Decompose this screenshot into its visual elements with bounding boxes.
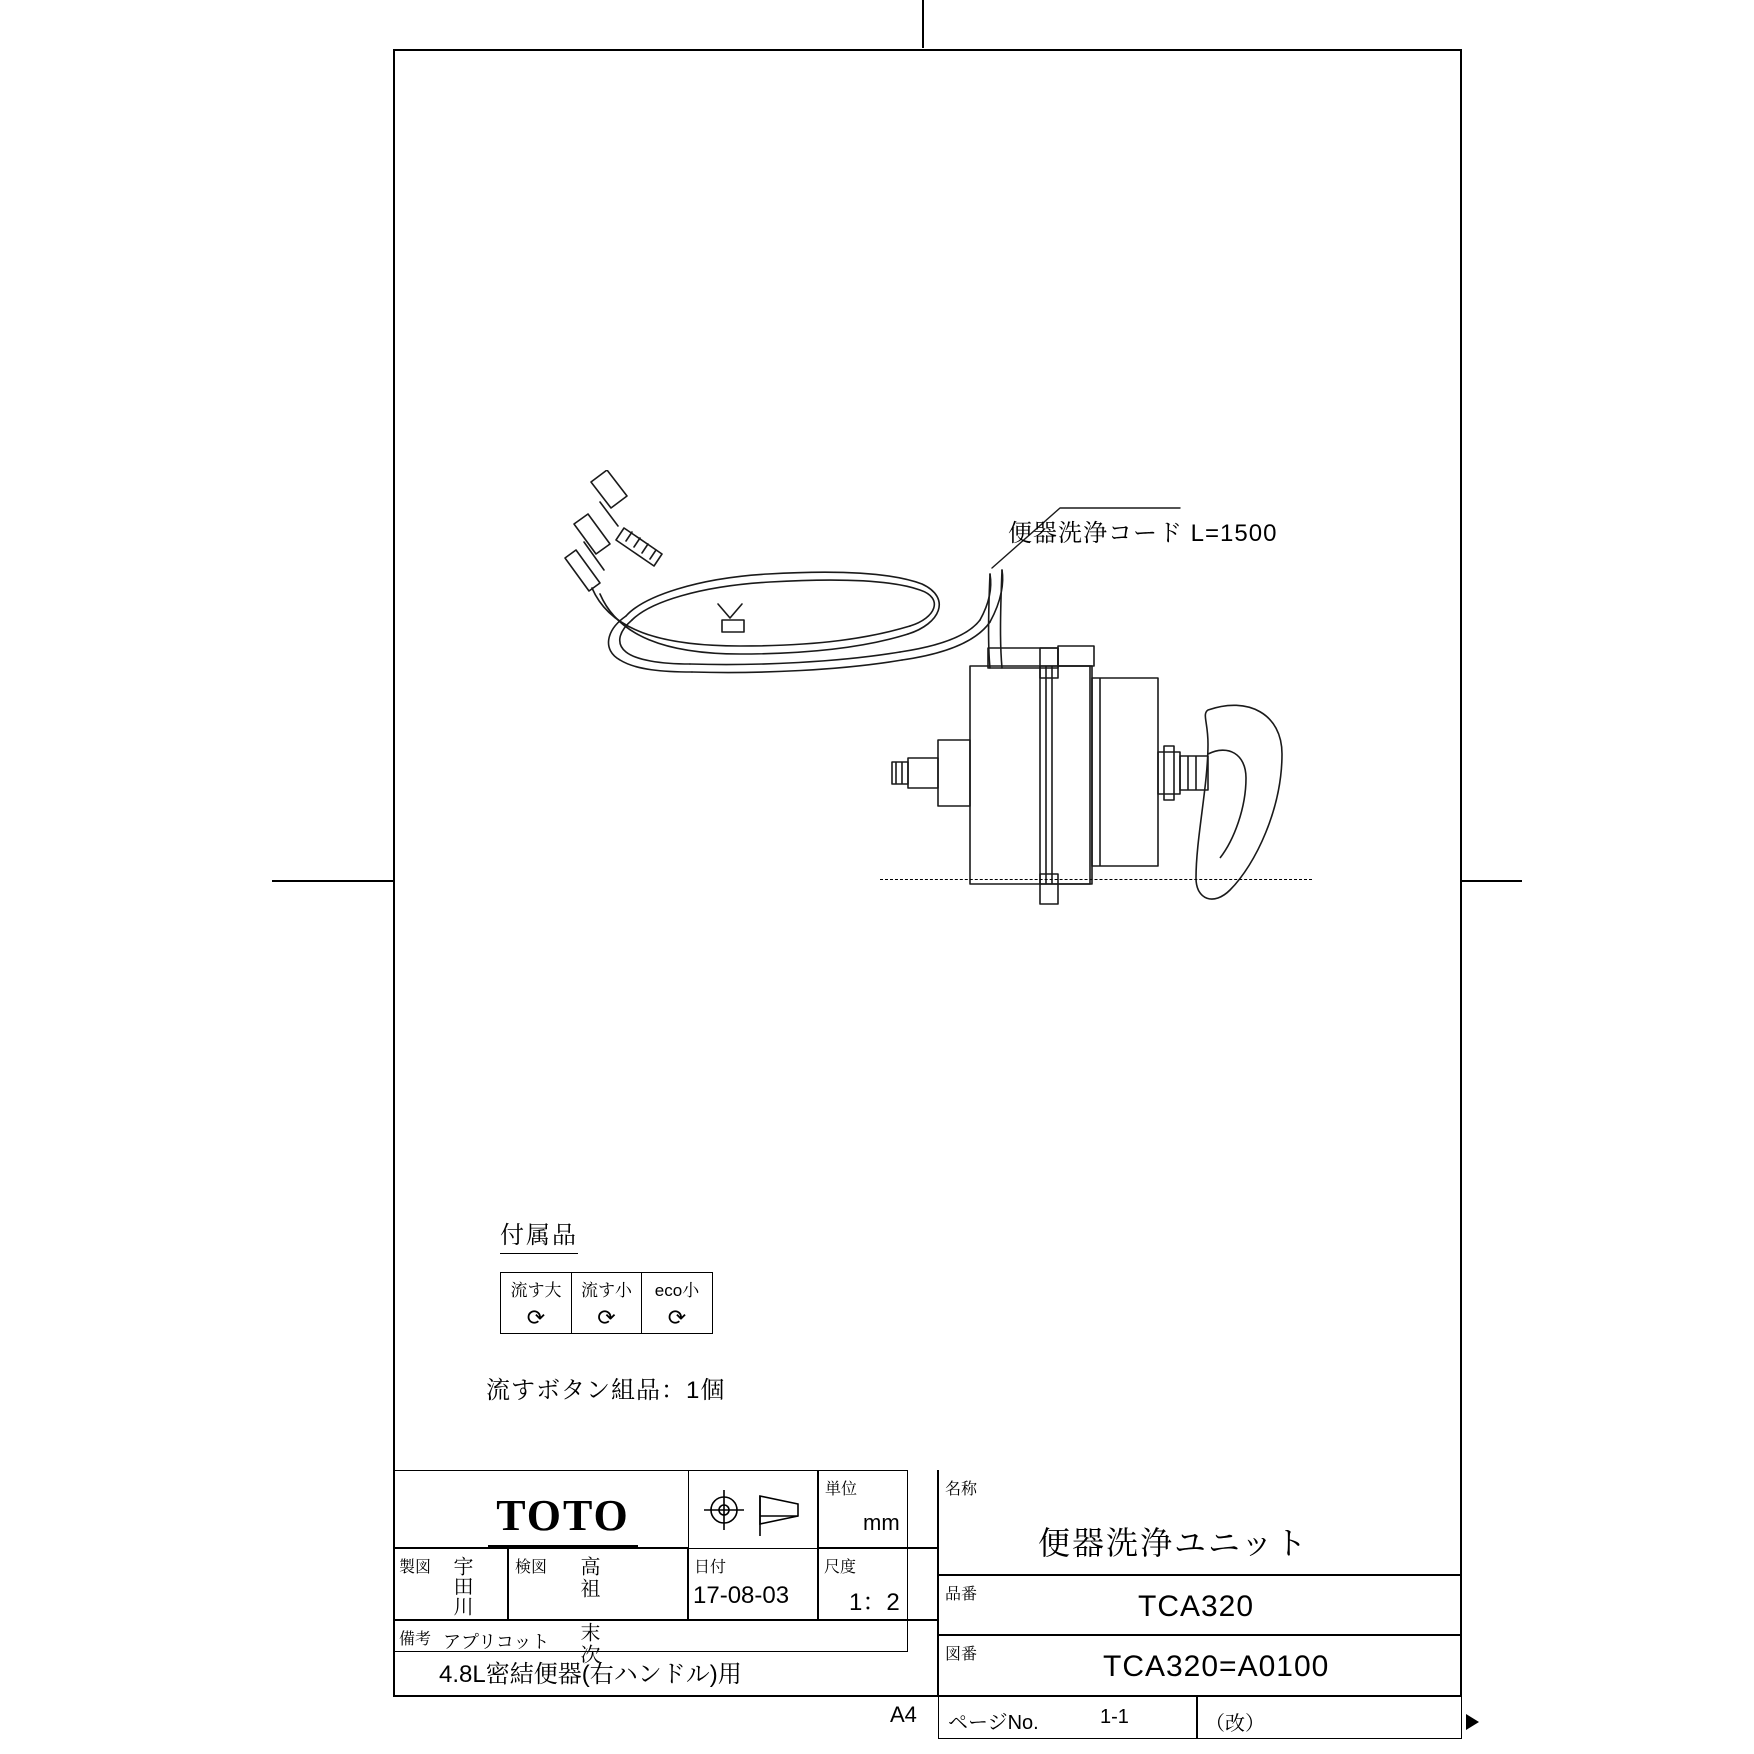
title-block [393, 1470, 1462, 1697]
unit-label: 単位 [825, 1481, 858, 1498]
swirl-small-icon: ⟳ [597, 1305, 616, 1330]
flush-eco-button[interactable] [641, 1272, 713, 1334]
remarks-label: 備考 [399, 1631, 432, 1648]
flush-small-button[interactable] [571, 1272, 643, 1334]
unit-centerline [880, 879, 1312, 880]
date-label: 日付 [694, 1559, 727, 1576]
draw-value: 宇田川 [450, 1556, 472, 1616]
part-label: 品番 [945, 1586, 978, 1603]
accessories-title: 付属品 [500, 1215, 578, 1254]
center-tick-top [922, 0, 924, 48]
flush-large-button[interactable] [500, 1272, 572, 1334]
flush-eco-label: eco小 [654, 1281, 700, 1300]
dwg-label: 図番 [945, 1646, 978, 1663]
product-illustration [540, 470, 1440, 1030]
swirl-eco-icon: ⟳ [667, 1305, 687, 1330]
accessories-button-row [500, 1272, 712, 1334]
scale-value: 1：2 [849, 1589, 900, 1616]
remarks-line1: アプリコット [443, 1632, 550, 1652]
date-value: 17-08-03 [693, 1582, 790, 1609]
draw-label: 製図 [399, 1559, 432, 1576]
company-logo: TOTO [453, 1490, 673, 1548]
first-angle-projection-icon [698, 1484, 808, 1536]
dwg-value: TCA320=A0100 [1103, 1650, 1330, 1683]
corner-triangle-marker [1466, 1714, 1479, 1730]
center-tick-left [272, 880, 394, 882]
accessories-note: 流すボタン組品：1個 [486, 1377, 726, 1404]
flush-small-label: 流す小 [581, 1281, 632, 1300]
flush-large-label: 流す大 [510, 1281, 562, 1300]
scale-label: 尺度 [824, 1559, 857, 1576]
name-label: 名称 [945, 1481, 978, 1498]
check-label: 検図 [515, 1559, 548, 1576]
revision-label: （改） [1205, 1713, 1265, 1735]
center-tick-right [1462, 880, 1522, 882]
swirl-large-icon: ⟳ [526, 1305, 546, 1330]
tb-page-divider [1196, 1697, 1198, 1739]
check-value: 高祖 末次 [577, 1556, 599, 1666]
part-value: TCA320 [1138, 1590, 1255, 1623]
paper-size-label: A4 [890, 1702, 917, 1727]
name-value: 便器洗浄ユニット [1038, 1525, 1309, 1561]
page-value: 1-1 [1100, 1706, 1129, 1728]
unit-value: mm [863, 1510, 900, 1535]
page-label: ページNo. [948, 1712, 1039, 1734]
remarks-line2: 4.8L密結便器(右ハンドル)用 [439, 1661, 742, 1688]
cord-length-label: 便器洗浄コード L=1500 [1008, 520, 1278, 547]
